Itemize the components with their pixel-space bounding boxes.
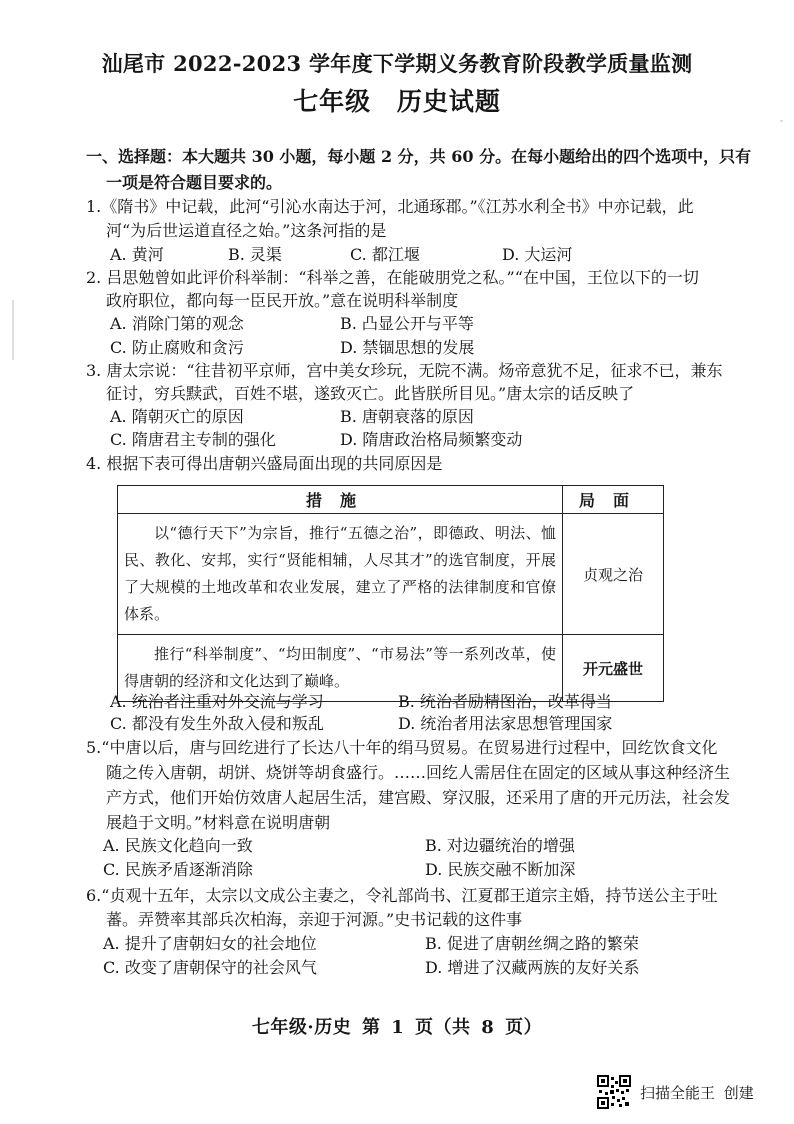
q6-option-d[interactable]: D. 增进了汉藏两族的友好关系 [425, 958, 640, 977]
page-footer: 七年级·历史 第 1 页（共 8 页） [251, 1017, 543, 1038]
q4-line1: 4. 根据下表可得出唐朝兴盛局面出现的共同原因是 [86, 454, 443, 473]
q5-line4: 展趋于文明。”材料意在说明唐朝 [106, 813, 331, 832]
exam-subtitle: 七年级 历史试题 [293, 87, 501, 116]
q3-line1: 3. 唐太宗说：“往昔初平京师，宫中美女珍玩，无院不满。炀帝意犹不足，征求不已，兼东 [86, 361, 723, 380]
section-heading-line1: 一、选择题：本大题共 30 小题，每小题 2 分，共 60 分。在每小题给出的四个选项中，只有 [86, 147, 752, 166]
q1-line1: 1.《隋书》中记载，此河“引沁水南达于河，北通琢郡。”《江苏水利全书》中亦记载，此 [86, 197, 694, 216]
q4-option-b[interactable]: B. 统治者励精图治，改革得当 [398, 692, 612, 711]
q2-option-b[interactable]: B. 凸显公开与平等 [340, 314, 474, 333]
table-cell-measure: 推行“科举制度”、“均田制度”、“市易法”等一系列改革，使得唐朝的经济和文化达到了巅峰。 [118, 635, 563, 702]
q4-option-c[interactable]: C. 都没有发生外敌入侵和叛乱 [110, 714, 324, 733]
q4-option-d[interactable]: D. 统治者用法家思想管理国家 [398, 714, 613, 733]
q5-option-b[interactable]: B. 对边疆统治的增强 [425, 836, 575, 855]
q5-option-d[interactable]: D. 民族交融不断加深 [425, 860, 576, 879]
q3-option-b[interactable]: B. 唐朝衰落的原因 [340, 407, 474, 426]
q5-option-c[interactable]: C. 民族矛盾逐渐消除 [103, 860, 253, 879]
q1-option-c[interactable]: C. 都江堰 [350, 245, 420, 264]
q1-option-d[interactable]: D. 大运河 [502, 245, 573, 264]
qr-code-icon [597, 1075, 631, 1109]
q5-line3: 产方式，他们开始仿效唐人起居生活，建宫殿、穿汉服，还采用了唐的开元历法，社会发 [106, 788, 731, 807]
q1-option-b[interactable]: B. 灵渠 [228, 245, 282, 264]
exam-title: 汕尾市 2022-2023 学年度下学期义务教育阶段教学质量监测 [101, 51, 693, 76]
table-row [118, 514, 664, 635]
q2-option-a[interactable]: A. 消除门第的观念 [110, 314, 244, 333]
q5-line2: 随之传入唐朝，胡饼、烧饼等胡食盛行。……回纥人需居住在固定的区域从事这种经济生 [106, 763, 731, 782]
q3-option-c[interactable]: C. 隋唐君主专制的强化 [110, 430, 276, 449]
q3-option-d[interactable]: D. 隋唐政治格局频繁变动 [340, 430, 523, 449]
q1-option-a[interactable]: A. 黄河 [110, 245, 164, 264]
q5-line1: 5.“中唐以后，唐与回纥进行了长达八十年的绢马贸易。在贸易进行过程中，回纥饮食文化 [86, 738, 718, 757]
q6-line2: 蕃。弄赞率其部兵次柏海，亲迎于河源。”史书记载的这件事 [106, 910, 523, 929]
scan-artifact [12, 300, 14, 360]
q2-option-c[interactable]: C. 防止腐败和贪污 [110, 338, 244, 357]
q6-option-a[interactable]: A. 提升了唐朝妇女的社会地位 [103, 934, 317, 953]
q6-option-b[interactable]: B. 促进了唐朝丝绸之路的繁荣 [425, 934, 639, 953]
q3-line2: 征讨，穷兵黩武，百姓不堪，遂致灭亡。此皆朕所目见。”唐太宗的话反映了 [106, 384, 635, 403]
q1-line2: 河“为后世运道直径之始。”这条河指的是 [106, 221, 387, 240]
q4-option-a[interactable]: A. 统治者注重对外交流与学习 [110, 692, 324, 711]
q2-line2: 政府职位，都向每一臣民开放。”意在说明科举制度 [106, 291, 459, 310]
table-header-result: 局面 [563, 486, 664, 514]
scanner-watermark: 扫描全能王 创建 [640, 1084, 754, 1102]
q3-option-a[interactable]: A. 隋朝灭亡的原因 [110, 407, 244, 426]
table-header-measure: 措施 [118, 486, 563, 514]
table-header-row [118, 486, 664, 514]
table-cell-result: 开元盛世 [563, 635, 664, 702]
scan-artifact [780, 120, 783, 122]
q6-line1: 6.“贞观十五年，太宗以文成公主妻之，令礼部尚书、江夏郡王道宗主婚，持节送公主于吐 [86, 886, 718, 905]
table-cell-result: 贞观之治 [563, 514, 664, 635]
section-heading-line2: 一项是符合题目要求的。 [106, 173, 283, 192]
q6-option-c[interactable]: C. 改变了唐朝保守的社会风气 [103, 958, 317, 977]
q2-option-d[interactable]: D. 禁锢思想的发展 [340, 338, 475, 357]
measures-table [117, 485, 664, 702]
table-cell-measure: 以“德行天下”为宗旨，推行“五德之治”，即德政、明法、恤民、教化、安邦，实行“贤能相辅，人尽其才”的选官制度，开展了大规模的土地改革和农业发展，建立了严格的法律制度和官僚体系。 [118, 514, 563, 635]
q2-line1: 2. 吕思勉曾如此评价科举制：“科举之善，在能破朋党之私。”“在中国，王位以下的一切 [86, 268, 699, 287]
q5-option-a[interactable]: A. 民族文化趋向一致 [103, 836, 253, 855]
